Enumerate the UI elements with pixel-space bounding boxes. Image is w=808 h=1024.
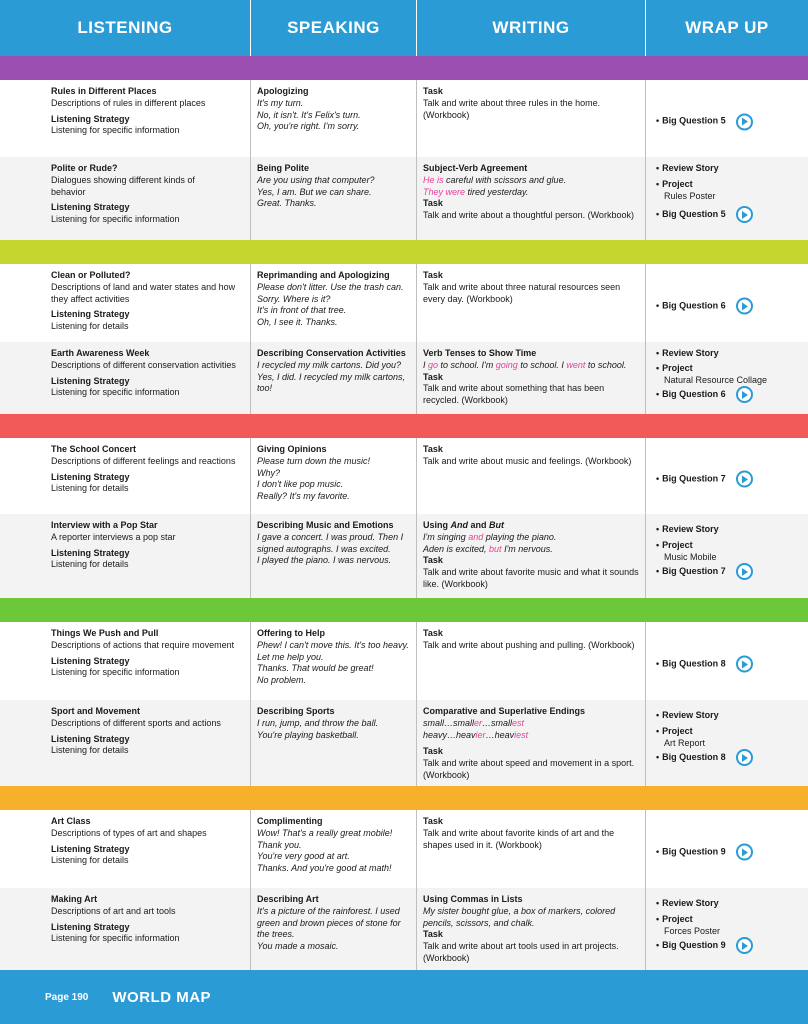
wrap-cell	[645, 514, 808, 598]
review-story-label: Review Story	[662, 163, 719, 173]
writing-cell	[416, 157, 645, 240]
listening-title: The School Concert	[51, 444, 137, 454]
review-story-link[interactable]: • Review Story	[656, 348, 719, 358]
wrap-cell	[645, 80, 808, 157]
strategy-label: Listening Strategy	[51, 471, 130, 482]
table-row	[0, 438, 808, 514]
big-question-label: Big Question 6	[662, 388, 726, 399]
strategy-label: Listening Strategy	[51, 113, 130, 124]
grammar-text: …heav	[485, 729, 515, 740]
header-wrap-up: WRAP UP	[645, 0, 808, 56]
speaking-line: No problem.	[257, 675, 307, 686]
writing-text: Talk and write about favorite music and what it sounds like. (Workbook)	[423, 567, 639, 589]
wrap-cell	[645, 342, 808, 414]
writing-text: Talk and write about music and feelings. (Workbook)	[423, 455, 632, 466]
writing-text: Talk and write about pushing and pulling. (Workbook)	[423, 639, 635, 650]
task-label: Task	[423, 371, 443, 382]
review-story-link[interactable]: • Review Story	[656, 898, 719, 908]
footer-title: WORLD MAP	[112, 988, 212, 1006]
task-label: Task	[423, 555, 443, 566]
speaking-line: Let me help you.	[257, 651, 324, 662]
task-label: Task	[423, 929, 443, 940]
listening-title: Rules in Different Places	[51, 86, 157, 96]
strategy-label: Listening Strategy	[51, 921, 130, 932]
project-label: Project	[662, 725, 693, 736]
grammar-highlight: est	[512, 717, 525, 728]
speaking-title: Complimenting	[257, 816, 323, 826]
grammar-highlight: go	[428, 359, 439, 370]
listening-cell	[0, 700, 250, 786]
listening-cell	[0, 342, 250, 414]
writing-title: Task	[423, 444, 443, 454]
play-icon[interactable]	[736, 113, 753, 130]
speaking-line: It's in front of that tree.	[257, 305, 347, 316]
speaking-line: You're playing basketball.	[257, 729, 359, 740]
writing-text: Talk and write about three natural resources seen every day. (Workbook)	[423, 281, 621, 304]
speaking-title: Apologizing	[257, 86, 309, 96]
speaking-line: You made a mosaic.	[257, 941, 339, 952]
project-label: Project	[662, 913, 693, 924]
review-story-label: Review Story	[662, 524, 719, 534]
task-label: Task	[423, 198, 443, 209]
writing-text: Talk and write about something that has been recycled. (Workbook)	[423, 383, 605, 406]
table-row	[0, 264, 808, 342]
grammar-text: heavy…heav	[423, 729, 476, 740]
table-row	[0, 514, 808, 598]
listening-title: Earth Awareness Week	[51, 348, 150, 358]
project-link[interactable]: • Project	[656, 539, 693, 550]
strategy-label: Listening Strategy	[51, 733, 130, 744]
listening-cell	[0, 157, 250, 240]
project-name: Natural Resource Collage	[664, 374, 768, 385]
review-story-label: Review Story	[662, 710, 719, 720]
grammar-example: My sister bought glue, a box of markers, colored pencils, scissors, and chalk.	[423, 905, 616, 928]
review-story-label: Review Story	[662, 348, 719, 358]
writing-title-text: Using	[423, 520, 451, 530]
grammar-text: small…small	[423, 717, 475, 728]
review-story-link[interactable]: • Review Story	[656, 524, 719, 534]
speaking-line: I don't like pop music.	[257, 479, 344, 490]
grammar-example	[423, 532, 639, 544]
strategy-text: Listening for specific information	[51, 125, 180, 136]
writing-cell	[416, 888, 645, 970]
project-link[interactable]: • Project	[656, 362, 693, 373]
table-header	[0, 0, 808, 56]
writing-title-text: But	[489, 520, 505, 530]
grammar-highlight: but	[489, 543, 502, 554]
big-question-label: Big Question 9	[662, 939, 726, 950]
speaking-cell	[250, 622, 416, 700]
listening-desc: Descriptions of different conservation activities	[51, 359, 236, 370]
speaking-line: You're very good at art.	[257, 851, 350, 862]
page-footer	[0, 970, 808, 1024]
table-row	[0, 810, 808, 888]
speaking-line: Thanks. And you're good at math!	[257, 863, 392, 874]
grammar-highlight: ier	[475, 729, 486, 740]
speaking-line: Wow! That's a really great mobile!	[257, 827, 393, 838]
writing-text: Talk and write about favorite kinds of art and the shapes used in it. (Workbook)	[423, 827, 615, 850]
listening-cell	[0, 622, 250, 700]
big-question-link[interactable]: • Big Question 8	[656, 656, 753, 673]
big-question-label: Big Question 5	[662, 115, 726, 126]
strategy-label: Listening Strategy	[51, 202, 130, 213]
speaking-line: Oh, you're right. I'm sorry.	[257, 121, 360, 132]
table-row	[0, 700, 808, 786]
big-question-link[interactable]: • Big Question 8	[656, 749, 802, 766]
review-story-link[interactable]: • Review Story	[656, 710, 719, 720]
listening-desc: Descriptions of art and art tools	[51, 905, 176, 916]
play-icon[interactable]	[736, 937, 753, 954]
big-question-link[interactable]: • Big Question 6	[656, 386, 802, 403]
project-name: Forces Poster	[664, 925, 721, 936]
speaking-cell	[250, 810, 416, 888]
strategy-label: Listening Strategy	[51, 375, 130, 386]
strategy-label: Listening Strategy	[51, 309, 130, 320]
project-link[interactable]: • Project	[656, 725, 693, 736]
listening-cell	[0, 264, 250, 342]
grammar-highlight: He is	[423, 174, 444, 185]
wrap-cell	[645, 157, 808, 240]
unit-band-orange	[0, 786, 808, 810]
big-question-link[interactable]: • Big Question 5	[656, 113, 753, 130]
speaking-line: Are you using that computer?	[257, 174, 375, 185]
listening-title: Sport and Movement	[51, 706, 141, 716]
strategy-text: Listening for details	[51, 559, 129, 570]
speaking-title: Giving Opinions	[257, 444, 327, 454]
strategy-text: Listening for specific information	[51, 667, 180, 678]
speaking-line: Yes, I did. I recycled my milk cartons, too!	[257, 371, 406, 394]
unit-band-red	[0, 414, 808, 438]
big-question-link[interactable]: • Big Question 7	[656, 563, 802, 580]
speaking-line: I gave a concert. I was proud. Then I signed autographs. I was excited.	[257, 531, 404, 554]
header-listening: LISTENING	[77, 18, 173, 37]
listening-desc: Descriptions of different sports and actions	[51, 717, 221, 728]
writing-cell	[416, 514, 645, 598]
listening-desc: Descriptions of actions that require movement	[51, 639, 235, 650]
grammar-text: Aden is excited,	[423, 543, 490, 554]
speaking-line: I recycled my milk cartons. Did you?	[257, 359, 402, 370]
unit-band-lime	[0, 240, 808, 264]
speaking-line: Please turn down the music!	[257, 455, 371, 466]
wrap-cell	[645, 888, 808, 970]
writing-title-text: And	[450, 520, 469, 530]
speaking-cell	[250, 80, 416, 157]
speaking-cell	[250, 700, 416, 786]
speaking-line: I run, jump, and throw the ball.	[257, 717, 379, 728]
listening-cell	[0, 888, 250, 970]
play-icon[interactable]	[736, 386, 753, 403]
listening-cell	[0, 810, 250, 888]
writing-cell	[416, 438, 645, 514]
strategy-text: Listening for specific information	[51, 214, 180, 225]
table-row	[0, 80, 808, 157]
grammar-text: playing the piano.	[483, 531, 557, 542]
table-row	[0, 622, 808, 700]
grammar-example	[423, 544, 639, 556]
strategy-label: Listening Strategy	[51, 655, 130, 666]
wrap-cell	[645, 622, 808, 700]
speaking-title: Reprimanding and Apologizing	[257, 270, 390, 280]
speaking-title: Describing Sports	[257, 706, 335, 716]
play-icon[interactable]	[736, 656, 753, 673]
speaking-line: Thanks. That would be great!	[257, 663, 374, 674]
listening-title: Polite or Rude?	[51, 163, 118, 173]
writing-title	[423, 520, 639, 532]
strategy-text: Listening for details	[51, 483, 129, 494]
play-icon[interactable]	[736, 563, 753, 580]
header-writing: WRITING	[416, 0, 645, 56]
speaking-line: Sorry. Where is it?	[257, 293, 331, 304]
grammar-example	[423, 718, 639, 730]
grammar-highlight: going	[495, 359, 518, 370]
grammar-text: careful with scissors and glue.	[443, 174, 567, 185]
speaking-title: Describing Music and Emotions	[257, 520, 394, 530]
listening-desc: Descriptions of different feelings and reactions	[51, 455, 236, 466]
listening-cell	[0, 438, 250, 514]
writing-title: Task	[423, 628, 443, 638]
big-question-label: Big Question 8	[662, 751, 726, 762]
big-question-link[interactable]: • Big Question 9	[656, 937, 802, 954]
writing-cell	[416, 342, 645, 414]
strategy-text: Listening for specific information	[51, 387, 180, 398]
big-question-link[interactable]: • Big Question 5	[656, 206, 802, 223]
writing-cell	[416, 622, 645, 700]
strategy-text: Listening for details	[51, 745, 129, 756]
unit-band-purple	[0, 56, 808, 80]
big-question-label: Big Question 8	[662, 658, 726, 669]
big-question-label: Big Question 6	[662, 300, 726, 311]
project-label: Project	[662, 178, 693, 189]
grammar-text: I	[423, 359, 429, 370]
speaking-line: Please don't litter. Use the trash can.	[257, 281, 404, 292]
big-question-label: Big Question 5	[662, 208, 726, 219]
grammar-highlight: went	[566, 359, 586, 370]
speaking-cell	[250, 888, 416, 970]
big-question-link[interactable]: • Big Question 7	[656, 471, 753, 488]
grammar-text: to school. I'm	[438, 359, 496, 370]
page-number: Page 190	[45, 991, 89, 1003]
listening-desc: Descriptions of land and water states and how they affect activities	[51, 281, 236, 304]
writing-title: Subject-Verb Agreement	[423, 163, 528, 173]
play-icon[interactable]	[736, 206, 753, 223]
grammar-example	[423, 187, 639, 199]
big-question-label: Big Question 9	[662, 846, 726, 857]
grammar-text: I'm singing	[423, 531, 469, 542]
writing-title: Task	[423, 86, 443, 96]
speaking-line: I played the piano. I was nervous.	[257, 555, 392, 566]
grammar-example	[423, 730, 639, 742]
grammar-highlight: They were	[423, 186, 466, 197]
writing-title: Verb Tenses to Show Time	[423, 348, 537, 358]
writing-title: Using Commas in Lists	[423, 894, 523, 904]
wrap-cell	[645, 438, 808, 514]
speaking-title: Offering to Help	[257, 628, 325, 638]
listening-desc: Descriptions of types of art and shapes	[51, 827, 207, 838]
big-question-link[interactable]: • Big Question 6	[656, 298, 753, 315]
writing-cell	[416, 264, 645, 342]
writing-title: Task	[423, 270, 443, 280]
play-icon[interactable]	[736, 298, 753, 315]
speaking-cell	[250, 157, 416, 240]
listening-title: Interview with a Pop Star	[51, 520, 158, 530]
project-link[interactable]: • Project	[656, 913, 693, 924]
strategy-text: Listening for details	[51, 855, 129, 866]
review-story-link[interactable]: • Review Story	[656, 163, 719, 173]
listening-title: Clean or Polluted?	[51, 270, 131, 280]
big-question-label: Big Question 7	[662, 473, 726, 484]
speaking-line: Yes, I am. But we can share.	[257, 186, 372, 197]
writing-text: Talk and write about three rules in the home. (Workbook)	[423, 97, 601, 120]
grammar-example	[423, 360, 639, 372]
writing-cell	[416, 700, 645, 786]
speaking-line: Thank you.	[257, 839, 302, 850]
writing-title: Task	[423, 816, 443, 826]
speaking-line: Phew! I can't move this. It's too heavy.	[257, 639, 409, 650]
writing-title-text: and	[468, 520, 490, 530]
speaking-title: Describing Conservation Activities	[257, 348, 406, 358]
grammar-text: to school.	[585, 359, 627, 370]
grammar-text: tired yesterday.	[465, 186, 529, 197]
play-icon[interactable]	[736, 471, 753, 488]
writing-cell	[416, 810, 645, 888]
listening-desc: Dialogues showing different kinds of behavior	[51, 174, 195, 197]
speaking-line: Oh, I see it. Thanks.	[257, 317, 338, 328]
project-label: Project	[662, 362, 693, 373]
wrap-cell	[645, 810, 808, 888]
grammar-text: to school. I	[517, 359, 567, 370]
speaking-line: Really? It's my favorite.	[257, 491, 350, 502]
speaking-title: Being Polite	[257, 163, 310, 173]
unit-band-green	[0, 598, 808, 622]
listening-title: Things We Push and Pull	[51, 628, 159, 638]
play-icon[interactable]	[736, 844, 753, 861]
writing-text: Talk and write about art tools used in art projects. (Workbook)	[423, 941, 619, 963]
project-name: Rules Poster	[664, 190, 716, 201]
listening-cell	[0, 80, 250, 157]
project-link[interactable]: • Project	[656, 178, 693, 189]
listening-title: Making Art	[51, 894, 98, 904]
wrap-cell	[645, 700, 808, 786]
strategy-label: Listening Strategy	[51, 843, 130, 854]
grammar-text: …small	[482, 717, 513, 728]
writing-cell	[416, 80, 645, 157]
project-label: Project	[662, 539, 693, 550]
speaking-cell	[250, 438, 416, 514]
table-row	[0, 157, 808, 240]
speaking-cell	[250, 514, 416, 598]
speaking-line: It's a picture of the rainforest. I used green and brown pieces of stone for the trees.	[257, 905, 401, 940]
table-row	[0, 342, 808, 414]
speaking-title: Describing Art	[257, 894, 319, 904]
project-name: Art Report	[664, 737, 706, 748]
play-icon[interactable]	[736, 749, 753, 766]
speaking-cell	[250, 342, 416, 414]
speaking-line: Great. Thanks.	[257, 198, 317, 209]
big-question-link[interactable]: • Big Question 9	[656, 844, 753, 861]
task-label: Task	[423, 746, 443, 757]
wrap-cell	[645, 264, 808, 342]
header-speaking: SPEAKING	[250, 0, 416, 56]
writing-title: Comparative and Superlative Endings	[423, 706, 586, 716]
listening-desc: Descriptions of rules in different places	[51, 97, 206, 108]
table-row	[0, 888, 808, 970]
grammar-highlight: iest	[514, 729, 529, 740]
speaking-line: It's my turn.	[257, 97, 304, 108]
speaking-line: No, it isn't. It's Felix's turn.	[257, 109, 361, 120]
strategy-text: Listening for details	[51, 321, 129, 332]
grammar-highlight: and	[468, 531, 484, 542]
listening-desc: A reporter interviews a pop star	[51, 531, 176, 542]
grammar-highlight: er	[474, 717, 483, 728]
strategy-label: Listening Strategy	[51, 547, 130, 558]
strategy-text: Listening for specific information	[51, 933, 180, 944]
listening-cell	[0, 514, 250, 598]
writing-text: Talk and write about speed and movement in a sport. (Workbook)	[423, 758, 635, 780]
speaking-cell	[250, 264, 416, 342]
grammar-example	[423, 175, 639, 187]
grammar-text: I'm nervous.	[501, 543, 553, 554]
writing-text: Talk and write about a thoughtful person. (Workbook)	[423, 210, 634, 221]
speaking-line: Why?	[257, 467, 281, 478]
project-name: Music Mobile	[664, 551, 717, 562]
listening-title: Art Class	[51, 816, 91, 826]
review-story-label: Review Story	[662, 898, 719, 908]
big-question-label: Big Question 7	[662, 565, 726, 576]
